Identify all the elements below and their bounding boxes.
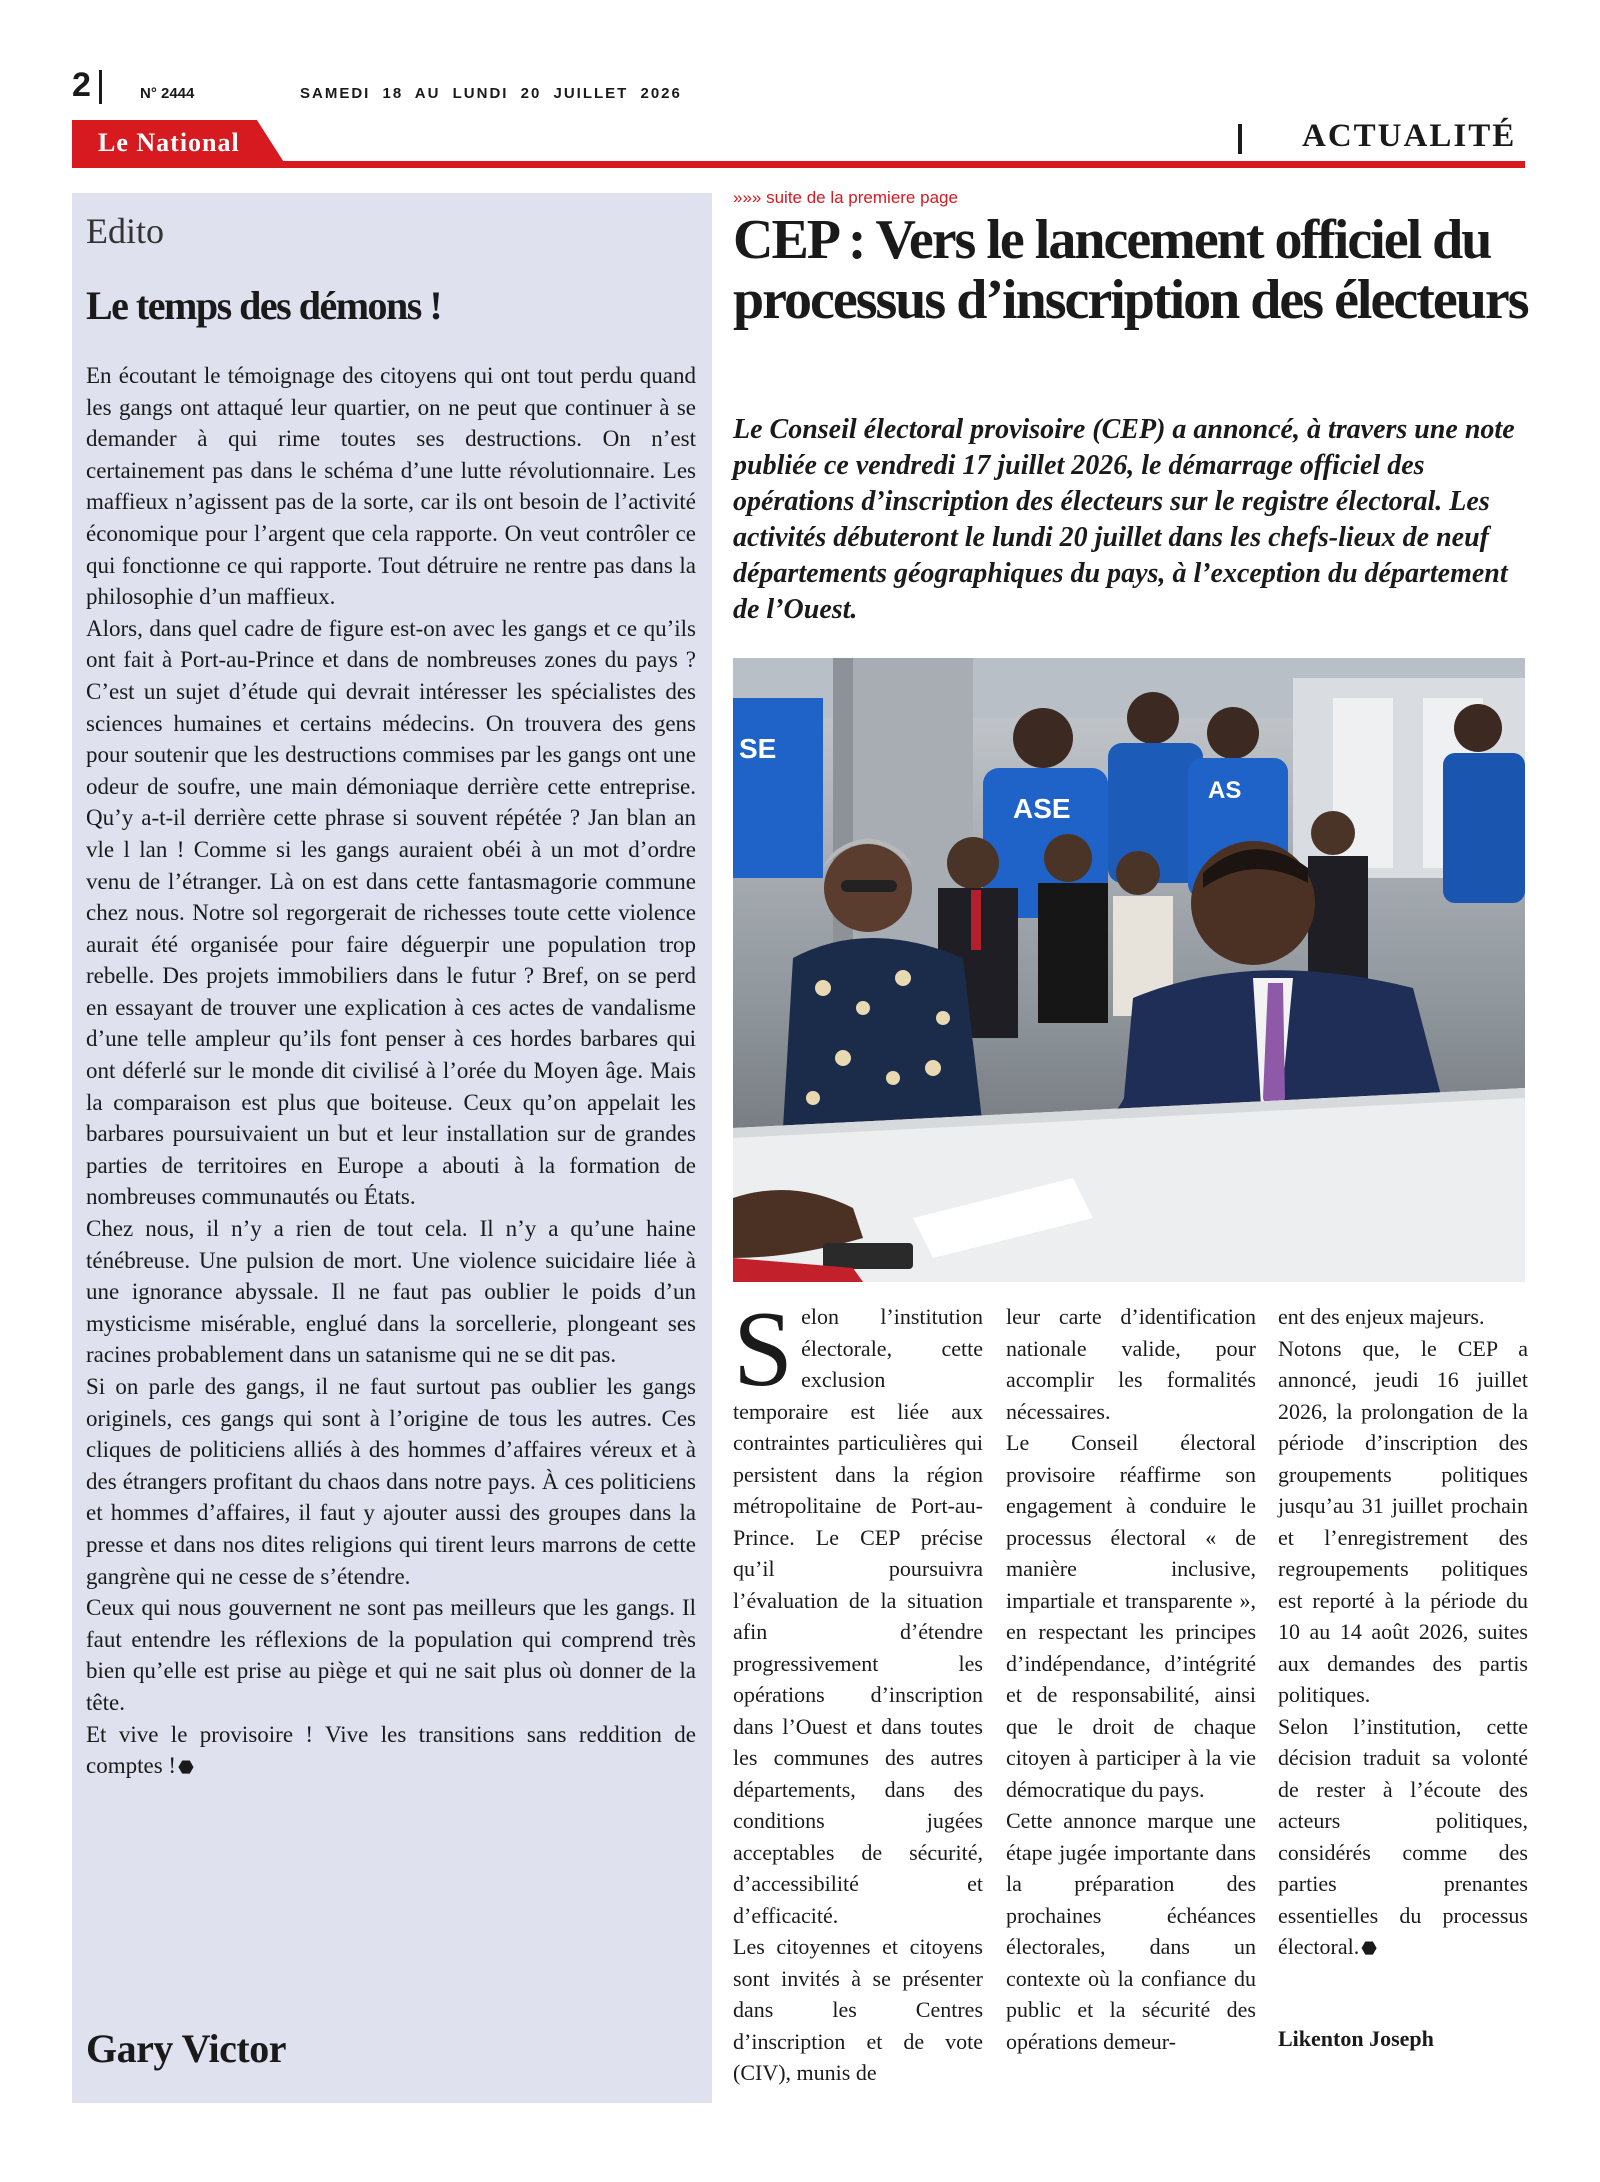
- edito-author: Gary Victor: [86, 2026, 286, 2071]
- edito-paragraph: Si on parle des gangs, il ne faut surtout pas oublier les gangs originels, ces gangs qui sont à l’origine de tous les autres. Ces cliques de politiciens alliés à des hommes d’affaires véreux et à des étrangers profitant du chaos dans notre pays. À ces politiciens et hommes d’affaires, il faut y ajouter aussi des groupes dans la presse et dans nos dites religions qui tirent leurs marrons de cette gangrène qui ne cesse de s’étendre.: [86, 1374, 696, 1589]
- shirt-text: SE: [739, 733, 777, 764]
- shirt-text: AS: [1208, 777, 1242, 804]
- edito-kicker: Edito: [86, 211, 164, 251]
- edito-paragraph: Chez nous, il n’y a rien de tout cela. Il n’y a qu’une haine ténébreuse. Une pulsion de mort. Une violence suicidaire liée à une ignorance abyssale. Il ne faut pas oublier le poids d’un mysticisme misérable, englué dans la sorcellerie, plongeant ses racines probablement dans un satanisme qui ne se dit pas.: [86, 1216, 696, 1368]
- edito-paragraph: Et vive le provisoire ! Vive les transitions sans reddition de comptes !: [86, 1721, 696, 1779]
- end-mark-icon: ⬣: [1361, 1938, 1377, 1958]
- edito-paragraph: Alors, dans quel cadre de figure est-on avec les gangs et ce qu’ils ont fait à Port-au-Prince et dans de nombreuses zones du pays ? C’est un sujet d’étude qui devrait intéresser les spécialistes des sciences humaines et certains médecins. On trouvera des gens pour soutenir que les destructions commises par les gangs ont une odeur de soufre, une main démoniaque derrière cette entreprise. Qu’y a-t-il derrière cette phrase si souvent répétée ? Jan blan an vle l lan ! Comme si les gangs auraient obéi à un mot d’ordre venu de l’étranger. Là on est dans cette fantasmagorie commune chez nous. Notre sol regorgerait de richesses toute cette violence aurait été organisée pour faire déguerpir une population trop rebelle. Des projets immobiliers dans le futur ? Bref, on se perd en essayant de trouver une explication à ces actes de vandalisme d’une telle ampleur qu’ils font penser à ces hordes barbares qui ont déferlé sur le monde dit civilisé à l’orée du Moyen âge. Mais la comparaison est plus que boiteuse. Ceux qu’on appelait les barbares poursuivaient un but et leur installation sur de grandes parties de territoires en Europe a abouti à la formation de nombreuses communautés ou États.: [86, 615, 696, 1210]
- drop-cap: S: [733, 1290, 794, 1409]
- article-column-3: [1278, 1301, 1528, 1965]
- article-paragraph: Le Conseil électoral provisoire réaffirme son engagement à conduire le processus électoral « de manière inclusive, impartiale et transparente », en respectant les principes d’indépendance, d’intégrité et de responsabilité, ainsi que le droit de chaque citoyen à participer à la vie démocratique du pays.: [1006, 1430, 1256, 1802]
- article-byline: Likenton Joseph: [1278, 2026, 1434, 2051]
- article-column-1: [733, 1290, 983, 2089]
- brand-name: Le National: [98, 128, 240, 157]
- issue-date: SAMEDI 18 AU LUNDI 20 JUILLET 2026: [300, 85, 682, 102]
- section-label: ACTUALITÉ: [1302, 118, 1517, 154]
- edito-last-paragraph: [86, 1719, 696, 1784]
- article-paragraph-text: elon l’institution électorale, cette exclusion temporaire est liée aux contraintes particulières qui persistent dans la région métropolitaine de Port-au-Prince. Le CEP précise qu’il poursuivra l’évaluation de la situation afin d’étendre progressivement les opérations d’inscription dans l’Ouest et dans toutes les communes des autres départements, dans des conditions jugées acceptables de sécurité, d’accessibilité et d’efficacité.: [733, 1304, 983, 1928]
- section-divider: [1238, 124, 1242, 154]
- edito-title: Le temps des démons !: [86, 283, 442, 328]
- issue-number: N° 2444: [140, 85, 195, 102]
- article-paragraph: leur carte d’identification nationale valide, pour accomplir les formalités nécessaires.: [1006, 1304, 1256, 1424]
- article-paragraph: Cette annonce marque une étape jugée importante dans la préparation des prochaines échéances électorales, dans un contexte où la confiance du public et la sécurité des opérations demeur-: [1006, 1808, 1256, 2054]
- edito-paragraph: En écoutant le témoignage des citoyens qui ont tout perdu quand les gangs ont attaqué leur quartier, on ne peut que continuer à se demander à qui rime toutes ses destructions. On n’est certainement pas dans le schéma d’une lutte révolutionnaire. Les maffieux n’agissent pas de la sorte, car ils ont besoin de l’activité économique pour l’argent que cela rapporte. On veut contrôler ce qui fonctionne ce qui rapporte. Tout détruire ne rentre pas dans la philosophie d’un maffieux.: [86, 363, 696, 610]
- photo-illustration: [733, 658, 1525, 1282]
- article-paragraph: [733, 1290, 983, 1931]
- end-mark-icon: ⬣: [178, 1757, 194, 1778]
- shirt-text: ASE: [1013, 793, 1071, 824]
- article-last-paragraph: [1278, 1711, 1528, 1965]
- edito-body: [86, 360, 696, 1784]
- article-column-2: [1006, 1301, 1256, 2057]
- page-number: 2: [72, 66, 91, 104]
- article-paragraph: ent des enjeux majeurs.: [1278, 1304, 1485, 1329]
- article-lede: Le Conseil électoral provisoire (CEP) a annoncé, à travers une note publiée ce vendredi 17 juillet 2026, le démarrage officiel des opérations d’inscription des électeurs sur le registre électoral. Les activités débuteront le lundi 20 juillet dans les chefs-lieux de neuf départements géographiques du pays, à l’exception du département de l’Ouest.: [733, 414, 1515, 625]
- article-kicker: »»» suite de la premiere page: [733, 188, 958, 207]
- article-paragraph-text: Selon l’institution, cette décision traduit sa volonté de rester à l’écoute des acteurs politiques, considérés comme des parties prenantes essentielles du processus électoral.: [1278, 1713, 1528, 1959]
- page-number-divider: [99, 70, 102, 104]
- edito-paragraph: Ceux qui nous gouvernent ne sont pas meilleurs que les gangs. Il faut entendre les réflexions de la population qui comprend très bien qu’elle est prise au piège et qui ne sait plus où donner de la tête.: [86, 1595, 696, 1715]
- article-paragraph: Les citoyennes et citoyens sont invités à se présenter dans les Centres d’inscription et de vote (CIV), munis de: [733, 1934, 983, 2085]
- header-red-rule: [72, 161, 1525, 168]
- article-photo: [733, 658, 1525, 1282]
- article-headline: CEP : Vers le lancement officiel du processus d’inscription des électeurs: [733, 209, 1528, 331]
- article-paragraph: Notons que, le CEP a annoncé, jeudi 16 juillet 2026, la prolongation de la période d’inscription des groupements politiques jusqu’au 31 juillet prochain et l’enregistrement des regroupements politiques est reporté à la période du 10 au 14 août 2026, suites aux demandes des partis politiques.: [1278, 1335, 1528, 1707]
